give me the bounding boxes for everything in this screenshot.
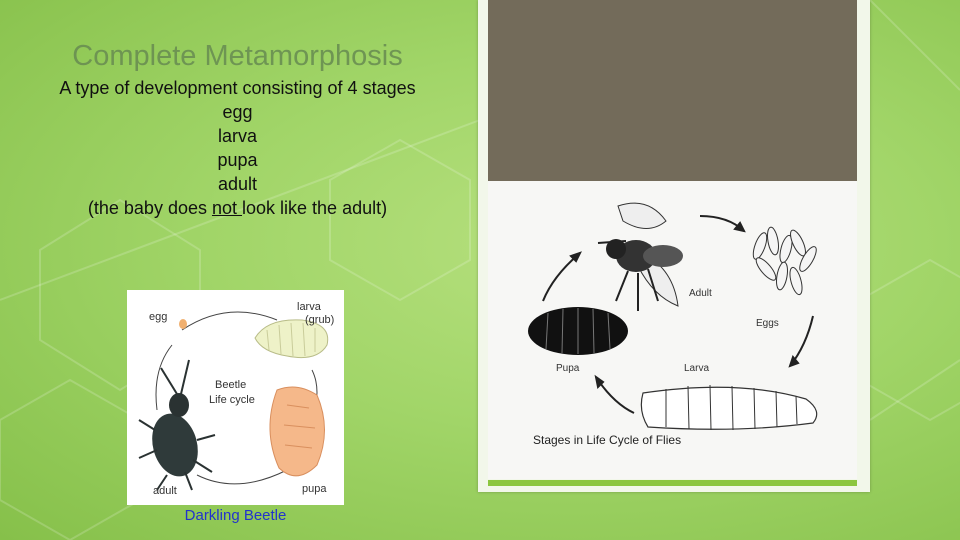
larva-label: larva — [297, 301, 321, 313]
note-line — [0, 196, 475, 220]
fly-lifecycle-diagram — [488, 181, 857, 479]
cycle-arrow — [182, 312, 277, 330]
beetle-center-label-2: Life cycle — [209, 394, 255, 406]
cycle-arrow — [156, 345, 172, 410]
beetle-lifecycle-image — [127, 290, 344, 505]
accent-bar — [488, 480, 857, 486]
photo-placeholder — [488, 0, 857, 181]
pupa-illustration — [270, 387, 325, 476]
fly-lifecycle-image — [488, 181, 857, 479]
beetle-center-label-1: Beetle — [215, 379, 247, 391]
fly-pupa-label: Pupa — [556, 363, 580, 374]
pupa-label: pupa — [302, 483, 327, 495]
fly-eggs-label: Eggs — [756, 318, 779, 329]
stage-pupa: pupa — [217, 150, 258, 170]
beetle-lifecycle-diagram — [127, 290, 344, 505]
beetle-caption[interactable]: Darkling Beetle — [184, 507, 287, 524]
egg-label: egg — [149, 311, 168, 323]
note-before: (the baby does — [87, 198, 212, 218]
grub-label: (grub) — [305, 314, 335, 326]
fly-adult-label: Adult — [689, 288, 712, 299]
fly-larva-label: Larva — [684, 363, 710, 374]
stage-larva: larva — [217, 126, 257, 146]
fly-diagram-caption: Stages in Life Cycle of Flies — [533, 433, 682, 447]
adult-fly-illustration — [598, 203, 683, 311]
adult-label: adult — [153, 485, 177, 497]
definition-line: A type of development consisting of 4 stages — [59, 78, 416, 98]
stage-egg: egg — [222, 102, 253, 122]
note-after: look like the adult) — [242, 198, 388, 218]
body-text — [0, 76, 475, 220]
pupa-illustration — [528, 307, 628, 355]
stage-adult: adult — [217, 174, 258, 194]
arrow-head — [790, 357, 798, 366]
egg-illustration — [179, 319, 187, 329]
adult-beetle-illustration — [139, 360, 215, 490]
slide-title: Complete Metamorphosis — [72, 40, 403, 72]
note-underlined: not — [211, 198, 243, 218]
larva-illustration — [641, 385, 816, 430]
eggs-illustration — [751, 226, 820, 295]
